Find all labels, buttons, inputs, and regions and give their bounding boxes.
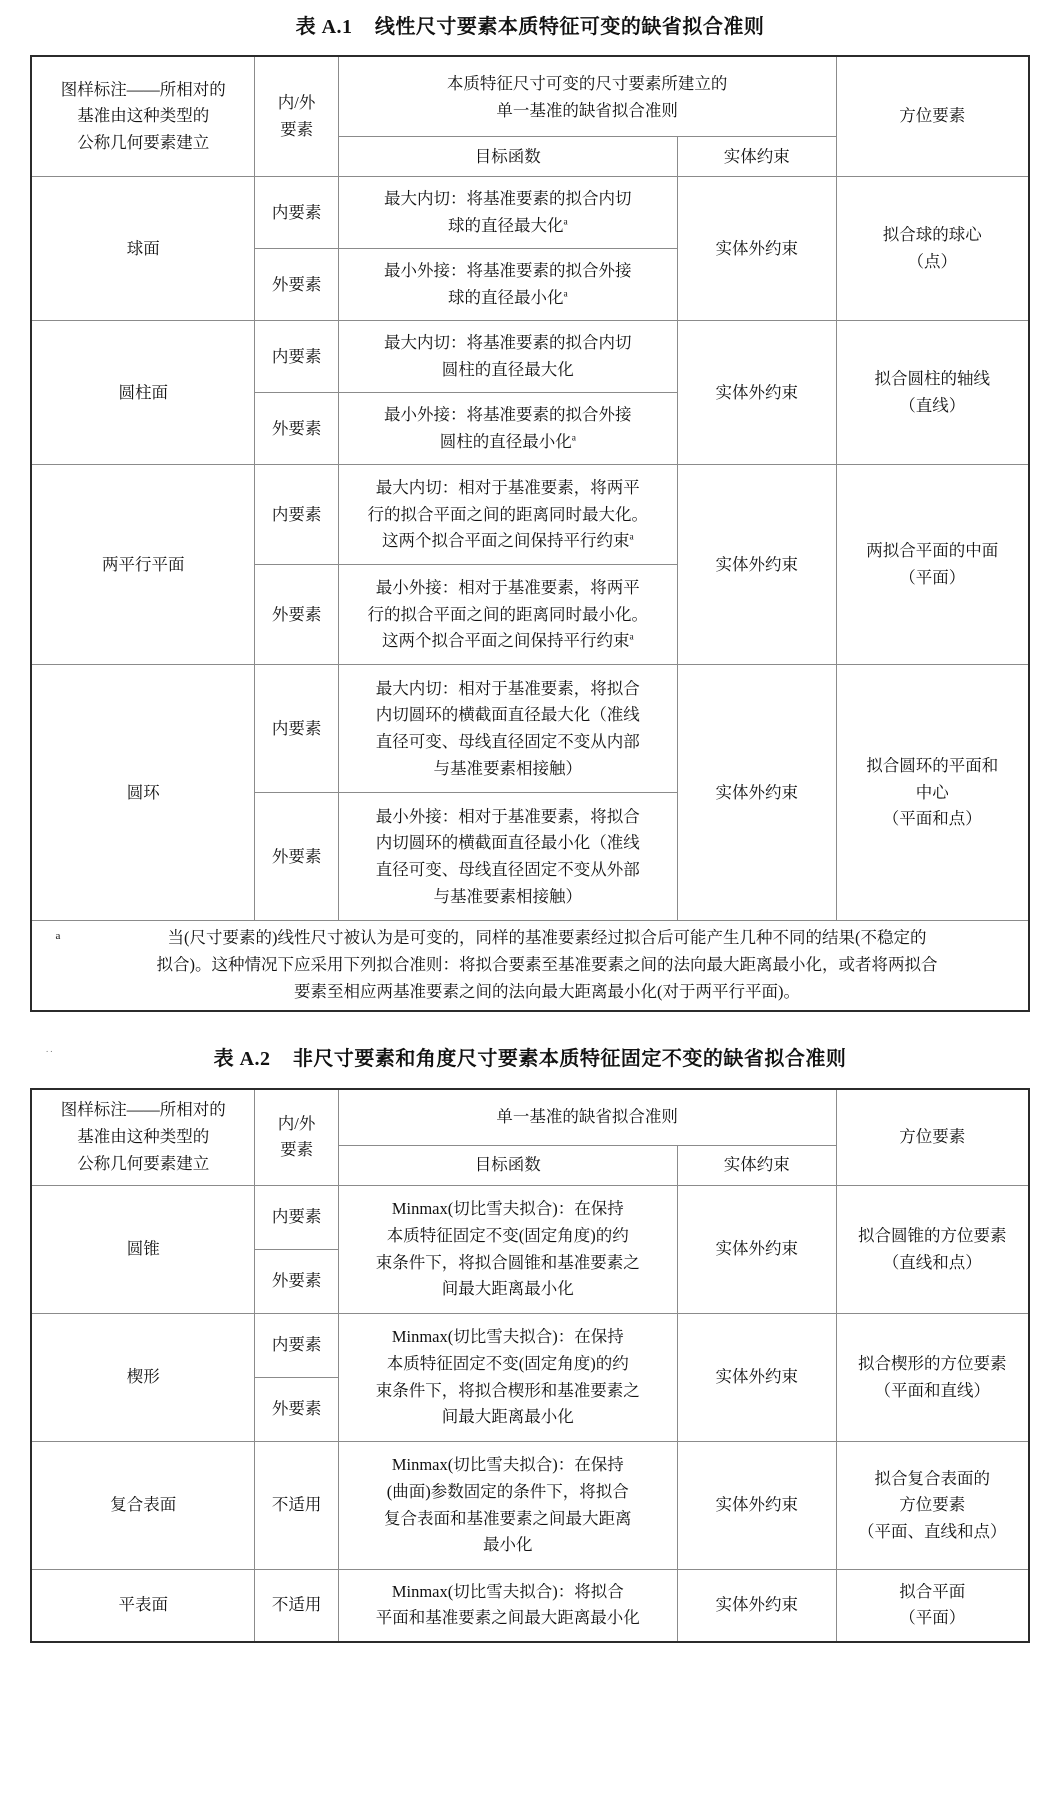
table-a1-footnote-row: [31, 921, 1029, 1011]
row-io: 外要素: [255, 393, 338, 465]
row-objective: 最小外接：相对于基准要素，将两平 行的拟合平面之间的距离同时最小化。 这两个拟合平面之间保持平行约束$^a$: [338, 565, 677, 665]
row-io: 外要素: [255, 565, 338, 665]
table-a2-header-row-1: [31, 1089, 1029, 1146]
row-objective: 最大内切：将基准要素的拟合内切 球的直径最大化$^a$: [338, 177, 677, 249]
row-material-constraint: 实体外约束: [677, 1314, 836, 1442]
row-io: 外要素: [255, 249, 338, 321]
row-feature-name: 复合表面: [31, 1442, 255, 1570]
row-objective: Minmax(切比雪夫拟合)：在保持 本质特征固定不变(固定角度)的约 束条件下，将拟合圆锥和基准要素之 间最大距离最小化: [338, 1186, 677, 1314]
row-situation-feature: 拟合复合表面的 方位要素 （平面、直线和点）: [836, 1442, 1029, 1570]
row-objective: 最大内切：将基准要素的拟合内切 圆柱的直径最大化: [338, 321, 677, 393]
table-row: [31, 1570, 1029, 1642]
row-io: 内要素: [255, 321, 338, 393]
table-row: [31, 177, 1029, 249]
row-objective: Minmax(切比雪夫拟合)：在保持 本质特征固定不变(固定角度)的约 束条件下，将拟合楔形和基准要素之 间最大距离最小化: [338, 1314, 677, 1442]
header-internal-external: 内/外 要素: [255, 56, 338, 177]
table-row: [31, 1442, 1029, 1570]
row-io: 外要素: [255, 793, 338, 921]
row-material-constraint: 实体外约束: [677, 465, 836, 665]
row-io: 不适用: [255, 1442, 338, 1570]
row-objective: Minmax(切比雪夫拟合)：在保持 (曲面)参数固定的条件下，将拟合 复合表面和基准要素之间最大距离 最小化: [338, 1442, 677, 1570]
row-situation-feature: 两拟合平面的中面 （平面）: [836, 465, 1029, 665]
row-io: 内要素: [255, 665, 338, 793]
table-a1-footnote: a 当(尺寸要素的)线性尺寸被认为是可变的，同样的基准要素经过拟合后可能产生几种不同的结果(不稳定的 拟合)。这种情况下应采用下列拟合准则：将拟合要素至基准要素之间的法向最大距离最小化，或者将两拟合 要素至相应两基准要素之间的法向最大距离最小化(对于两平行平面)。: [31, 921, 1029, 1011]
row-situation-feature: 拟合圆锥的方位要素 （直线和点）: [836, 1186, 1029, 1314]
row-situation-feature: 拟合平面 （平面）: [836, 1570, 1029, 1642]
footnote-ref: a: [629, 532, 634, 543]
table-row: [31, 465, 1029, 565]
row-io: 不适用: [255, 1570, 338, 1642]
table-row: [31, 1186, 1029, 1250]
row-objective: 最小外接：相对于基准要素，将拟合 内切圆环的横截面直径最小化（准线 直径可变、母线直径固定不变从外部 与基准要素相接触）: [338, 793, 677, 921]
table-row: [31, 321, 1029, 393]
table-a1-caption: [0, 0, 1060, 55]
table-a1: [30, 55, 1030, 1012]
header-drawing-indication: 图样标注——所相对的 基准由这种类型的 公称几何要素建立: [31, 1089, 255, 1186]
footnote-ref: a: [571, 433, 576, 444]
row-situation-feature: 拟合楔形的方位要素 （平面和直线）: [836, 1314, 1029, 1442]
footnote-ref: a: [563, 289, 568, 300]
header-objective-function: 目标函数: [338, 1146, 677, 1186]
header-material-constraint: 实体约束: [677, 137, 836, 177]
footnote-ref: a: [629, 632, 634, 643]
row-objective: Minmax(切比雪夫拟合)：将拟合 平面和基准要素之间最大距离最小化: [338, 1570, 677, 1642]
row-io: 内要素: [255, 465, 338, 565]
table-a1-number: 表 A.1: [295, 16, 353, 38]
table-a1-title-text: 线性尺寸要素本质特征可变的缺省拟合准则: [374, 14, 765, 38]
row-io: 内要素: [255, 177, 338, 249]
row-objective: 最小外接：将基准要素的拟合外接 圆柱的直径最小化$^a$: [338, 393, 677, 465]
row-io: 内要素: [255, 1186, 338, 1250]
table-row: [31, 1314, 1029, 1378]
footnote-marker: a: [55, 930, 61, 943]
row-situation-feature: 拟合圆环的平面和 中心 （平面和点）: [836, 665, 1029, 921]
header-default-fitting-group: 本质特征尺寸可变的尺寸要素所建立的 单一基准的缺省拟合准则: [338, 56, 836, 137]
header-internal-external: 内/外 要素: [255, 1089, 338, 1186]
row-feature-name: 圆环: [31, 665, 255, 921]
table-a2: [30, 1088, 1030, 1643]
header-situation-feature: 方位要素: [836, 56, 1029, 177]
row-material-constraint: 实体外约束: [677, 177, 836, 321]
row-io: 外要素: [255, 1250, 338, 1314]
row-feature-name: 楔形: [31, 1314, 255, 1442]
row-material-constraint: 实体外约束: [677, 1186, 836, 1314]
table-row: [31, 665, 1029, 793]
row-feature-name: 圆锥: [31, 1186, 255, 1314]
row-objective: 最大内切：相对于基准要素，将两平 行的拟合平面之间的距离同时最大化。 这两个拟合平面之间保持平行约束$^a$: [338, 465, 677, 565]
row-feature-name: 球面: [31, 177, 255, 321]
row-feature-name: 平表面: [31, 1570, 255, 1642]
row-objective: 最大内切：相对于基准要素，将拟合 内切圆环的横截面直径最大化（准线 直径可变、母线直径固定不变从内部 与基准要素相接触）: [338, 665, 677, 793]
row-material-constraint: 实体外约束: [677, 665, 836, 921]
row-material-constraint: 实体外约束: [677, 1442, 836, 1570]
footnote-ref: a: [563, 217, 568, 228]
header-situation-feature: 方位要素: [836, 1089, 1029, 1186]
row-feature-name: 圆柱面: [31, 321, 255, 465]
row-material-constraint: 实体外约束: [677, 321, 836, 465]
row-feature-name: 两平行平面: [31, 465, 255, 665]
table-a2-title-text: 非尺寸要素和角度尺寸要素本质特征固定不变的缺省拟合准则: [292, 1045, 847, 1070]
row-objective: 最小外接：将基准要素的拟合外接 球的直径最小化$^a$: [338, 249, 677, 321]
table-a2-caption: [0, 1012, 1060, 1088]
table-a2-number: 表 A.2: [213, 1047, 271, 1070]
row-situation-feature: 拟合球的球心 （点）: [836, 177, 1029, 321]
row-io: 外要素: [255, 1378, 338, 1442]
scan-artifact-marks: ..: [46, 1044, 55, 1054]
table-a1-header-row-1: [31, 56, 1029, 137]
row-situation-feature: 拟合圆柱的轴线 （直线）: [836, 321, 1029, 465]
header-material-constraint: 实体约束: [677, 1146, 836, 1186]
header-objective-function: 目标函数: [338, 137, 677, 177]
row-io: 内要素: [255, 1314, 338, 1378]
header-default-fitting-group: 单一基准的缺省拟合准则: [338, 1089, 836, 1146]
row-material-constraint: 实体外约束: [677, 1570, 836, 1642]
header-drawing-indication: 图样标注——所相对的 基准由这种类型的 公称几何要素建立: [31, 56, 255, 177]
